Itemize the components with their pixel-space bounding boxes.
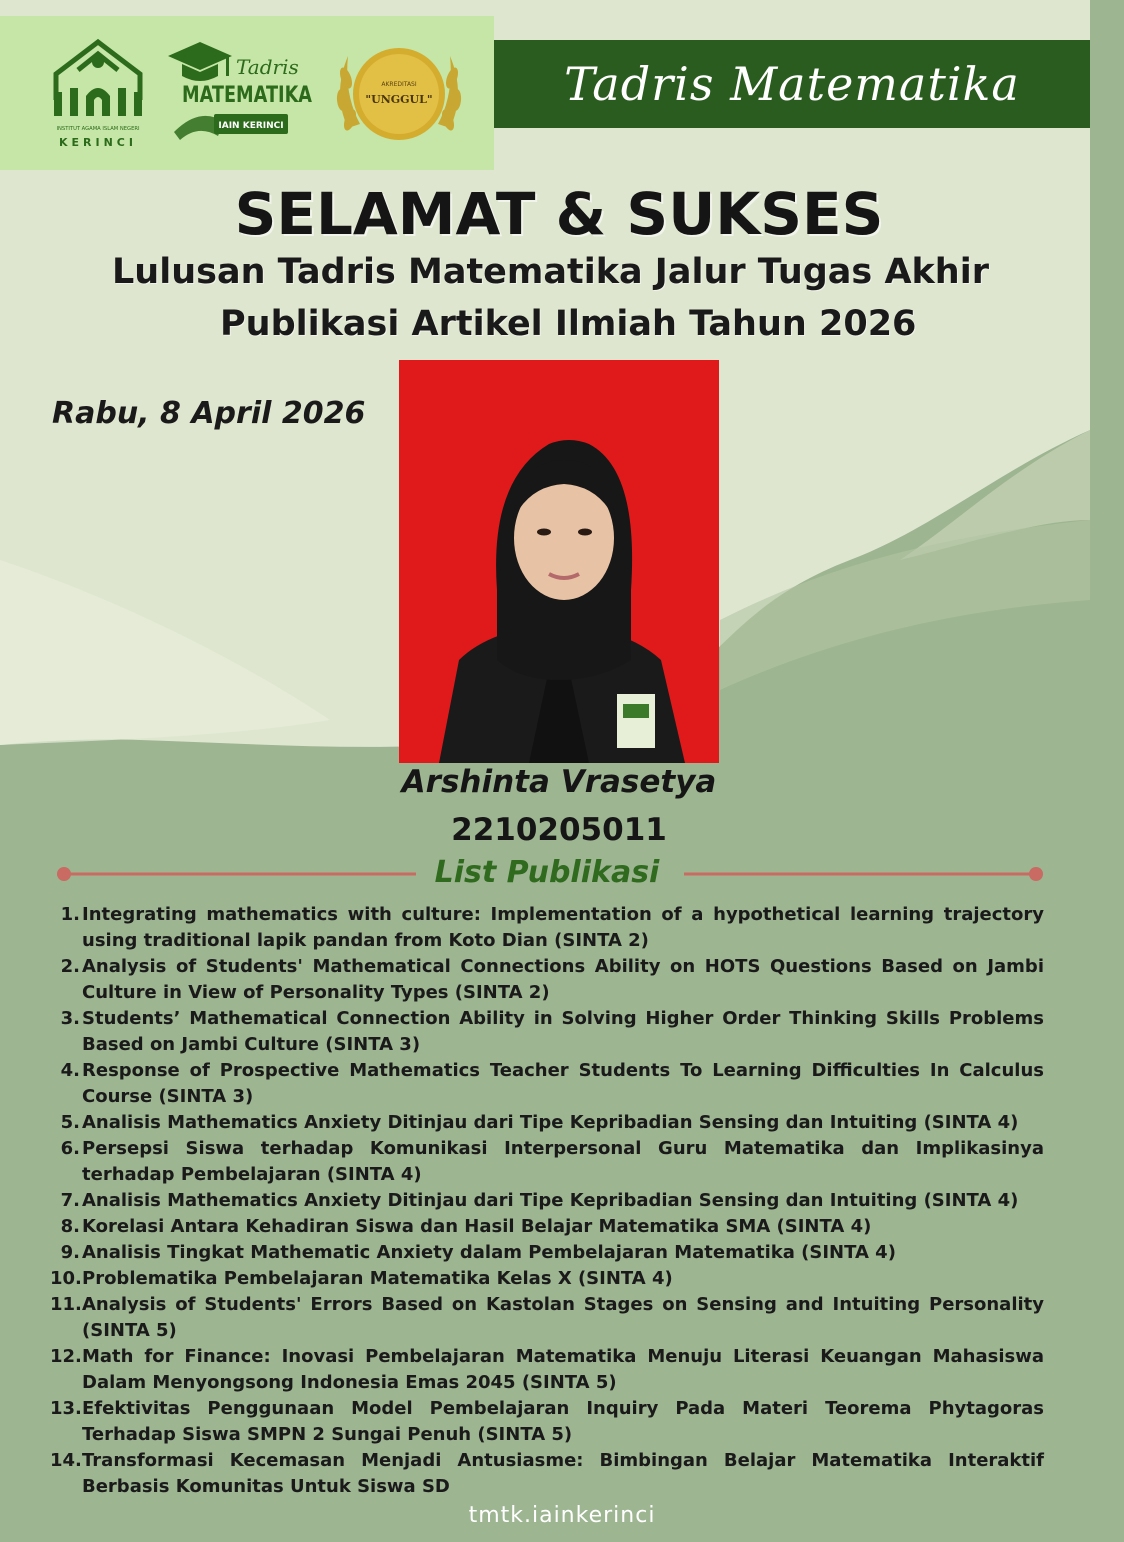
list-item-title: Analisis Mathematics Anxiety Ditinjau dari Tipe Kepribadian Sensing dan Intuiting (SINTA 4) [82,1112,1019,1133]
list-item [50,1188,1044,1214]
list-item [50,1266,1044,1292]
list-item [50,902,1044,954]
list-item-number: 8. [60,1216,80,1237]
accreditation-seal [326,28,472,160]
list-item-title: Analisis Mathematics Anxiety Ditinjau dari Tipe Kepribadian Sensing dan Intuiting (SINTA 4) [82,1190,1019,1211]
list-item [50,954,1044,1006]
list-item-title: Korelasi Antara Kehadiran Siswa dan Hasil Belajar Matematika SMA (SINTA 4) [82,1216,872,1237]
subtitle-line-2: Publikasi Artikel Ilmiah Tahun 2026 [220,304,917,344]
list-item [50,1214,1044,1240]
list-item-title: Response of Prospective Mathematics Teacher Students To Learning Difficulties In Calculus Course (SINTA 3) [82,1060,1044,1107]
tadris-matematika-logo [160,36,316,146]
list-item [50,1448,1044,1500]
list-item-number: 12. [50,1346,82,1367]
list-item [50,1240,1044,1266]
list-item-title: Analisis Tingkat Mathematic Anxiety dalam Pembelajaran Matematika (SINTA 4) [82,1242,896,1263]
list-item [50,1006,1044,1058]
tadris-logo-script: Tadris [236,55,299,79]
program-banner-title: Tadris Matematika [564,57,1020,111]
subtitle-line-1: Lulusan Tadris Matematika Jalur Tugas Akhir [112,252,989,292]
list-item-number: 6. [60,1138,80,1159]
list-item-number: 2. [60,956,80,977]
list-item-number: 13. [50,1398,82,1419]
list-item-title: Transformasi Kecemasan Menjadi Antusiasme: Bimbingan Belajar Matematika Interaktif Berbasis Komunitas Untuk Siswa SD [82,1450,1044,1497]
list-item [50,1058,1044,1110]
event-date: Rabu, 8 April 2026 [52,396,366,431]
list-item-number: 3. [60,1008,80,1029]
list-item [50,1110,1044,1136]
list-item-number: 5. [60,1112,80,1133]
graduate-photo [399,360,719,763]
tadris-logo-tag: IAIN KERINCI [218,121,284,131]
main-title: SELAMAT & SUKSES [234,180,884,248]
list-item-number: 7. [60,1190,80,1211]
list-item-number: 14. [50,1450,82,1471]
graduate-portrait [399,360,719,763]
list-item-title: Problematika Pembelajaran Matematika Kelas X (SINTA 4) [82,1268,673,1289]
list-item-title: Analysis of Students' Mathematical Connections Ability on HOTS Questions Based on Jambi Culture in View of Personality Types (SINTA 2) [82,956,1044,1003]
tadris-logo-word: MATEMATIKA [182,83,312,108]
list-item-title: Persepsi Siswa terhadap Komunikasi Interpersonal Guru Matematika dan Implikasinya terhadap Pembelajaran (SINTA 4) [82,1138,1044,1185]
list-item-number: 1. [60,904,80,925]
graduate-name: Arshinta Vrasetya [401,764,717,800]
seal-top: AKREDITASI [381,81,417,88]
publication-list-heading: List Publikasi [434,855,660,890]
list-item-number: 10. [50,1268,82,1289]
iain-logo-line1: INSTITUT AGAMA ISLAM NEGERI [56,126,140,132]
list-item-number: 11. [50,1294,82,1315]
list-item-title: Integrating mathematics with culture: Implementation of a hypothetical learning trajectory using traditional lapik pandan from Koto Dian (SINTA 2) [82,904,1044,951]
iain-logo-line2: KERINCI [59,136,137,149]
list-item-title: Efektivitas Penggunaan Model Pembelajaran Inquiry Pada Materi Teorema Phytagoras Terhadap Siswa SMPN 2 Sungai Penuh (SINTA 5) [82,1398,1044,1445]
list-item-number: 9. [60,1242,80,1263]
list-item-number: 4. [60,1060,80,1081]
list-item [50,1396,1044,1448]
footer-website: tmtk.iainkerinci [468,1503,656,1528]
list-item-title: Students’ Mathematical Connection Ability in Solving Higher Order Thinking Skills Problems Based on Jambi Culture (SINTA 3) [82,1008,1044,1055]
seal-value: "UNGGUL" [365,93,433,106]
publication-list [50,902,1044,1500]
list-item-title: Analysis of Students' Errors Based on Kastolan Stages on Sensing and Intuiting Personality (SINTA 5) [82,1294,1044,1341]
iain-kerinci-logo [38,30,158,154]
list-item [50,1292,1044,1344]
graduate-nim: 2210205011 [451,812,667,848]
list-item [50,1136,1044,1188]
list-item-title: Math for Finance: Inovasi Pembelajaran Matematika Menuju Literasi Keuangan Mahasiswa Dalam Menyongsong Indonesia Emas 2045 (SINTA 5) [82,1346,1044,1393]
list-item [50,1344,1044,1396]
